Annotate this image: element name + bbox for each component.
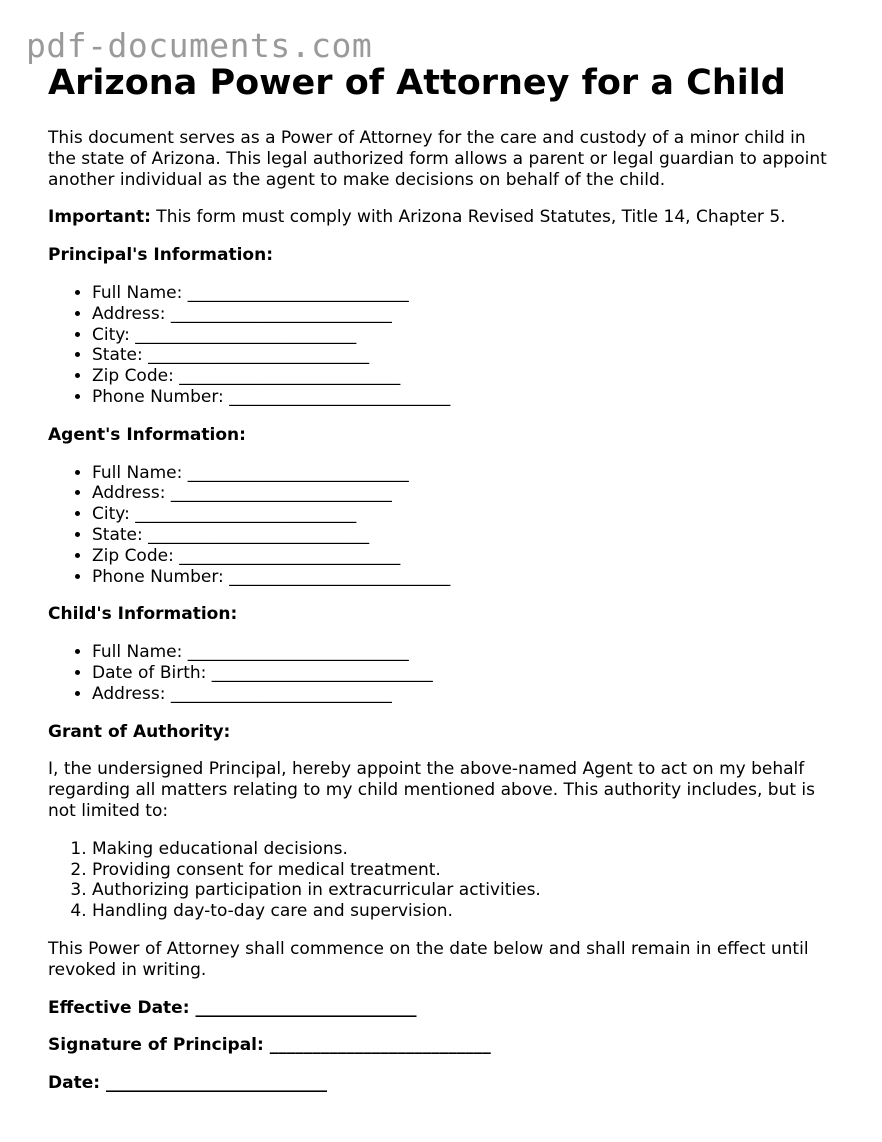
field-label: Full Name: — [92, 282, 188, 303]
intro-paragraph: This document serves as a Power of Attorney for the care and custody of a minor child in the state of Arizona. This legal authorized form allows a parent or legal guardian to appoint another individual as the agent to make decisions on behalf of the child. — [48, 128, 827, 190]
field-label: Address: — [92, 483, 171, 504]
field-label: State: — [92, 524, 149, 545]
principal-heading: Principal's Information: — [48, 245, 273, 266]
child-dob-field[interactable] — [92, 663, 838, 684]
fill-in-line[interactable]: __________________________ — [148, 524, 370, 545]
effective-date-label: Effective Date: — [48, 997, 196, 1018]
child-full-name-field[interactable] — [92, 642, 838, 663]
field-label: Address: — [92, 303, 171, 324]
document-title: Arizona Power of Attorney for a Child — [48, 63, 786, 103]
agent-full-name-field[interactable] — [92, 463, 838, 484]
fill-in-line[interactable]: __________________________ — [148, 345, 370, 366]
document-body — [48, 60, 838, 1094]
fill-in-line[interactable]: __________________________ — [135, 324, 357, 345]
field-label: City: — [92, 324, 136, 345]
field-label: Phone Number: — [92, 386, 230, 407]
child-address-field[interactable] — [92, 684, 838, 705]
agent-zip-field[interactable] — [92, 546, 838, 567]
date-field[interactable] — [48, 1073, 838, 1094]
effective-date-field[interactable] — [48, 998, 838, 1019]
field-label: Full Name: — [92, 642, 188, 663]
fill-in-line[interactable]: __________________________ — [187, 282, 409, 303]
principal-fields — [48, 283, 838, 408]
fill-in-line[interactable]: __________________________ — [229, 386, 451, 407]
authority-item: 2. Providing consent for medical treatment. — [92, 860, 838, 881]
principal-phone-field[interactable] — [92, 387, 838, 408]
field-label: City: — [92, 504, 136, 525]
signature-field[interactable] — [48, 1035, 838, 1056]
important-text: This form must comply with Arizona Revised Statutes, Title 14, Chapter 5. — [150, 207, 786, 228]
important-note — [48, 207, 838, 228]
principal-full-name-field[interactable] — [92, 283, 838, 304]
child-heading: Child's Information: — [48, 604, 238, 625]
fill-in-line[interactable]: __________________________ — [195, 997, 417, 1018]
agent-address-field[interactable] — [92, 483, 838, 504]
authority-item: 4. Handling day-to-day care and supervision. — [92, 901, 838, 922]
principal-address-field[interactable] — [92, 304, 838, 325]
fill-in-line[interactable]: __________________________ — [135, 504, 357, 525]
field-label: Zip Code: — [92, 545, 180, 566]
fill-in-line[interactable]: __________________________ — [170, 483, 392, 504]
agent-heading: Agent's Information: — [48, 424, 246, 445]
fill-in-line[interactable]: __________________________ — [179, 545, 401, 566]
authority-item: 3. Authorizing participation in extracurricular activities. — [92, 880, 838, 901]
grant-paragraph: I, the undersigned Principal, hereby appoint the above-named Agent to act on my behalf regarding all matters relating to my child mentioned above. This authority includes, but is not limited to: — [48, 759, 816, 821]
agent-fields — [48, 463, 838, 588]
field-label: Date of Birth: — [92, 662, 212, 683]
important-label: Important: — [48, 207, 151, 228]
fill-in-line[interactable]: __________________________ — [179, 366, 401, 387]
field-label: State: — [92, 345, 149, 366]
fill-in-line[interactable]: __________________________ — [229, 566, 451, 587]
authority-item: 1. Making educational decisions. — [92, 839, 838, 860]
field-label: Zip Code: — [92, 366, 180, 387]
fill-in-line[interactable]: __________________________ — [211, 662, 433, 683]
signature-label: Signature of Principal: — [48, 1035, 270, 1056]
fill-in-line[interactable]: __________________________ — [187, 462, 409, 483]
agent-phone-field[interactable] — [92, 567, 838, 588]
principal-state-field[interactable] — [92, 345, 838, 366]
agent-state-field[interactable] — [92, 525, 838, 546]
watermark: pdf-documents.com — [26, 26, 373, 65]
field-label: Address: — [92, 683, 171, 704]
fill-in-line[interactable]: __________________________ — [170, 683, 392, 704]
fill-in-line[interactable]: __________________________ — [170, 303, 392, 324]
date-label: Date: — [48, 1073, 106, 1094]
authority-list — [48, 839, 838, 922]
grant-heading: Grant of Authority: — [48, 721, 231, 742]
commence-paragraph: This Power of Attorney shall commence on the date below and shall remain in effect until revoked in writing. — [48, 938, 809, 980]
field-label: Phone Number: — [92, 566, 230, 587]
agent-city-field[interactable] — [92, 504, 838, 525]
principal-city-field[interactable] — [92, 325, 838, 346]
principal-zip-field[interactable] — [92, 366, 838, 387]
fill-in-line[interactable]: __________________________ — [105, 1073, 327, 1094]
field-label: Full Name: — [92, 462, 188, 483]
fill-in-line[interactable]: __________________________ — [269, 1035, 491, 1056]
fill-in-line[interactable]: __________________________ — [187, 642, 409, 663]
child-fields — [48, 642, 838, 704]
